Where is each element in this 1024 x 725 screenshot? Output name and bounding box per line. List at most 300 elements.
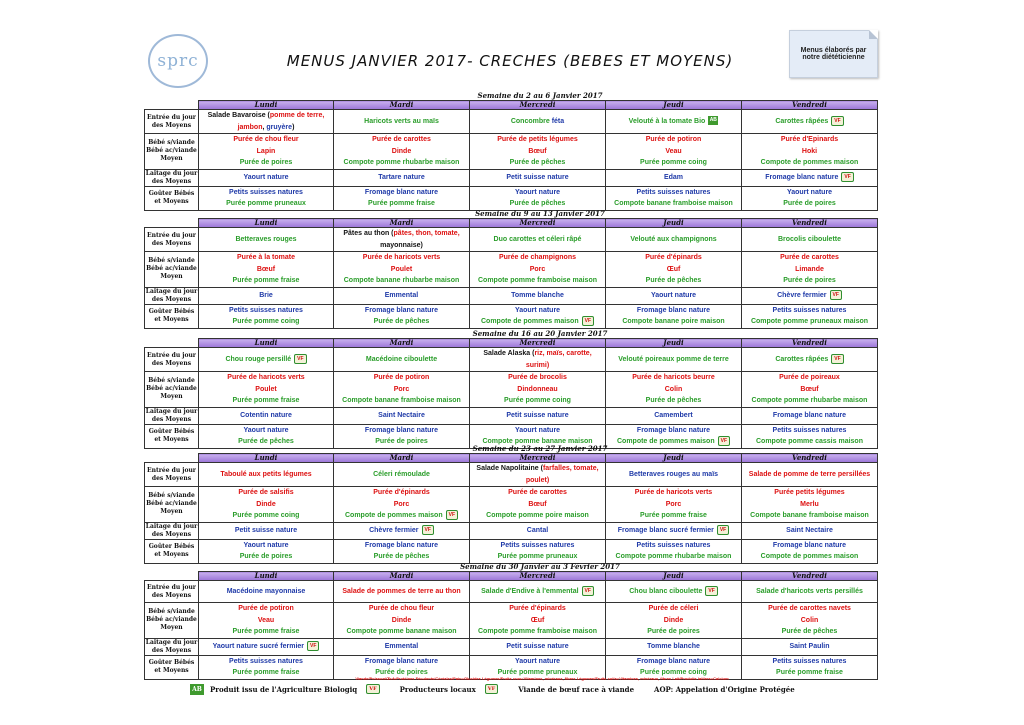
header-corner: [145, 572, 199, 581]
bio-label: Produit issu de l'Agriculture Biologiq: [210, 684, 358, 694]
menu-item: [334, 425, 469, 437]
menu-text: Compote de pommes maison: [760, 553, 859, 560]
menu-item: [334, 626, 469, 638]
menu-item: [199, 234, 333, 246]
week-title: Semaine du 30 Janvier au 3 Février 2017: [460, 562, 620, 571]
menu-item: [199, 354, 333, 366]
menu-item: [334, 615, 469, 627]
menu-text: Compote de pommes maison: [760, 159, 859, 166]
menu-cell: [742, 581, 878, 603]
menu-row-gouter: [145, 186, 878, 210]
menu-text: Purée de salsifis: [238, 489, 294, 496]
menu-item: [606, 316, 741, 328]
menu-item: [334, 395, 469, 407]
menu-text: Purée de carottes: [780, 254, 839, 261]
menu-row-entree: [145, 463, 878, 487]
menu-text: Yaourt nature: [243, 541, 289, 549]
menu-cell: [199, 463, 334, 487]
menu-cell: [606, 522, 742, 539]
menu-text: Petit suisse nature: [234, 526, 298, 534]
menu-text: Compote banane framboise maison: [614, 200, 733, 207]
menu-cell: [606, 186, 742, 210]
menu-text: Taboulé aux petits légumes: [220, 470, 312, 478]
menu-item: [742, 540, 877, 552]
menu-text: Petit suisse nature: [506, 173, 569, 181]
menu-item: [199, 172, 333, 184]
menu-item: [470, 275, 605, 287]
vf-badge-icon: VF: [831, 116, 843, 126]
menu-item: [470, 290, 605, 302]
menu-text: Compote banane rhubarbe maison: [343, 277, 460, 284]
vf-badge-icon: VF: [446, 510, 458, 520]
menu-item: [470, 499, 605, 511]
menu-item: [334, 603, 469, 615]
menu-cell: [199, 287, 334, 304]
menu-item: [199, 425, 333, 437]
menu-text: Petits suisses natures: [229, 188, 303, 196]
menu-cell: [470, 252, 606, 288]
menu-text: Purée petits légumes: [774, 489, 845, 496]
vf-badge-icon: VF: [841, 172, 853, 182]
menu-item: [470, 395, 605, 407]
menu-cell: [606, 407, 742, 424]
menu-row-bebe: [145, 487, 878, 523]
menu-text: Dinde: [391, 616, 412, 624]
menu-text: mayonnaise): [380, 241, 423, 249]
menu-item: [199, 316, 333, 328]
menu-text: Camembert: [654, 411, 693, 419]
week-menu-table: [144, 571, 878, 680]
menu-cell: [334, 228, 470, 252]
menu-item: [199, 656, 333, 668]
menu-cell: [470, 348, 606, 372]
day-header: Mercredi: [470, 339, 606, 348]
menu-item: [470, 463, 605, 475]
menu-item: [334, 305, 469, 317]
menu-cell: [199, 252, 334, 288]
menu-item: [334, 487, 469, 499]
menu-item: [470, 305, 605, 317]
menu-text: Compote banane poire maison: [622, 318, 725, 325]
menu-cell: [199, 487, 334, 523]
menu-item: [334, 641, 469, 653]
menu-text: Purée pomme fraise: [232, 669, 300, 676]
menu-item: [606, 510, 741, 522]
menu-cell: [199, 603, 334, 639]
menu-text: Purée pomme pruneaux: [497, 669, 578, 676]
menu-text: Saint Paulin: [789, 642, 830, 650]
menu-cell: [742, 487, 878, 523]
local-label: Producteurs locaux: [399, 684, 476, 694]
menu-item: [199, 275, 333, 287]
vf-badge-icon: VF: [717, 525, 729, 535]
nutrition-legend: Viande/Poisson/Œuf=Protéines Féculents/Céréales/Pain=Glucides Légumes/Fruits crus=Vitamines, minéraux, fibres Légumes/Fruits cuits=Vitamines, minéraux, fibres Lait/Produits laitiers=Calcium: [355, 676, 729, 681]
menu-cell: [606, 539, 742, 563]
menu-item: [199, 252, 333, 264]
menu-cell: [742, 539, 878, 563]
week-menu-table: [144, 100, 878, 211]
menu-item: [606, 410, 741, 422]
week-menu-table: [144, 338, 878, 449]
menu-text: Fromage blanc nature: [636, 426, 711, 434]
menu-text: pâtes, thon, tomate,: [393, 230, 460, 237]
menu-text: Purée d'Epinards: [780, 136, 839, 143]
menu-item: [470, 316, 605, 328]
menu-text: Purée d'épinards: [645, 254, 702, 261]
vf-badge-icon: VF: [422, 525, 434, 535]
menu-text: Fromage blanc nature: [364, 188, 439, 196]
header-corner: [145, 339, 199, 348]
menu-item: [470, 234, 605, 246]
menu-item: [199, 290, 333, 302]
menu-text: Bœuf: [528, 147, 547, 155]
menu-item: [199, 469, 333, 481]
menu-item: [470, 360, 605, 372]
menu-cell: [334, 169, 470, 186]
menu-text: Compote pomme poire maison: [486, 512, 589, 519]
menu-text: Purée de pêches: [373, 318, 430, 325]
menu-item: [199, 384, 333, 396]
menu-cell: [606, 169, 742, 186]
menu-cell: [742, 348, 878, 372]
menu-text: Dinde: [391, 147, 412, 155]
menu-text: Dinde: [663, 616, 684, 624]
menu-text: surimi): [525, 361, 550, 369]
menu-item: [606, 116, 741, 128]
menu-cell: [199, 186, 334, 210]
menu-cell: [742, 134, 878, 170]
menu-text: Salade Napolitaine (: [476, 465, 543, 472]
menu-text: Purée de pêches: [509, 159, 566, 166]
menu-row-bebe: [145, 603, 878, 639]
menu-item: [334, 252, 469, 264]
menu-text: Fromage blanc nature: [636, 657, 711, 665]
menu-text: Purée à la tomate: [237, 254, 295, 261]
menu-item: [470, 116, 605, 128]
menu-text: Purée de poires: [783, 200, 836, 207]
row-label-gouter: Goûter Bébés et Moyens: [145, 655, 199, 679]
vf-badge-icon: VF: [366, 684, 379, 694]
day-header: Mercredi: [470, 101, 606, 110]
week-title: Semaine du 2 au 6 Janvier 2017: [477, 91, 603, 100]
menu-text: Purée de potiron: [238, 605, 294, 612]
day-header-row: [145, 572, 878, 581]
menu-cell: [742, 228, 878, 252]
menu-cell: [199, 539, 334, 563]
day-header: Lundi: [199, 101, 334, 110]
menu-row-bebe: [145, 372, 878, 408]
menu-item: [334, 290, 469, 302]
menu-text: Petits suisses natures: [772, 657, 847, 665]
menu-text: Purée de haricots beurre: [632, 374, 715, 381]
menu-item: [606, 656, 741, 668]
day-header: Jeudi: [606, 101, 742, 110]
week-menu-table: [144, 218, 878, 329]
menu-item: [199, 134, 333, 146]
menu-row-laitage: [145, 522, 878, 539]
menu-text: Colin: [664, 385, 683, 393]
day-header: Lundi: [199, 572, 334, 581]
menu-item: [742, 626, 877, 638]
menu-text: Purée de poires: [375, 438, 428, 445]
menu-item: [334, 316, 469, 328]
menu-text: gruyère: [266, 123, 293, 131]
menu-item: [470, 603, 605, 615]
menu-text: Yaourt nature: [514, 657, 561, 665]
menu-text: Fromage blanc nature: [364, 426, 439, 434]
menu-item: [470, 425, 605, 437]
sprc-logo: sprc: [148, 34, 208, 88]
menu-item: [470, 264, 605, 276]
menu-item: [199, 110, 333, 122]
menu-text: riz, maïs, carotte,: [534, 350, 592, 357]
menu-item: [742, 384, 877, 396]
menu-item: [470, 198, 605, 210]
day-header: Jeudi: [606, 339, 742, 348]
menu-text: Compote pomme pruneaux maison: [750, 318, 869, 325]
day-header: Mardi: [334, 572, 470, 581]
menu-cell: [742, 287, 878, 304]
menu-text: Petits suisses natures: [636, 541, 711, 549]
menu-text: Hoki: [801, 147, 818, 155]
menu-text: Purée de chou fleur: [233, 136, 299, 143]
menu-text: Edam: [663, 173, 684, 181]
menu-text: Betteraves rouges: [235, 235, 297, 243]
menu-cell: [606, 638, 742, 655]
menu-item: [334, 586, 469, 598]
menu-item: [606, 187, 741, 199]
menu-item: [742, 234, 877, 246]
menu-item: [334, 354, 469, 366]
menu-item: [334, 275, 469, 287]
menu-item: [334, 146, 469, 158]
vf-badge-icon: VF: [485, 684, 498, 694]
menu-text: Fromage blanc sucré fermier: [617, 526, 714, 534]
row-label-entree: Entrée du jour des Moyens: [145, 348, 199, 372]
menu-text: Colin: [800, 616, 819, 624]
day-header: Lundi: [199, 454, 334, 463]
menu-text: Purée de haricots verts: [362, 254, 441, 261]
menu-text: Porc: [393, 500, 410, 508]
menu-cell: [199, 228, 334, 252]
menu-cell: [470, 581, 606, 603]
menu-text: Yaourt nature: [243, 173, 289, 181]
menu-text: Brie: [259, 291, 273, 299]
menu-item: [742, 172, 877, 184]
vf-badge-icon: VF: [705, 586, 717, 596]
menu-text: Cantal: [526, 526, 549, 534]
menu-text: Purée pomme fraise: [232, 628, 300, 635]
menu-text: Petit suisse nature: [506, 411, 569, 419]
menu-text: poulet): [525, 476, 550, 484]
menu-item: [334, 410, 469, 422]
row-label-entree: Entrée du jour des Moyens: [145, 581, 199, 603]
menu-item: [199, 395, 333, 407]
menu-text: Limande: [795, 265, 824, 273]
menu-cell: [742, 169, 878, 186]
menu-text: Purée de pêches: [238, 438, 294, 445]
menu-text: Carottes râpées: [775, 355, 829, 363]
header-corner: [145, 219, 199, 228]
page-title: MENUS JANVIER 2017- CRECHES (BEBES ET MOYENS): [286, 52, 734, 70]
menu-text: Purée de potiron: [373, 374, 430, 381]
row-label-bebe: Bébé s/viande Bébé ac/viande Moyen: [145, 372, 199, 408]
day-header: Jeudi: [606, 572, 742, 581]
menu-cell: [606, 487, 742, 523]
menu-text: Purée de haricots verts: [227, 374, 305, 381]
menu-text: Petits suisses natures: [772, 306, 847, 314]
menu-text: Cotentin nature: [240, 411, 292, 419]
menu-cell: [334, 638, 470, 655]
menu-text: Macédoine ciboulette: [365, 355, 438, 363]
day-header: Mardi: [334, 339, 470, 348]
menu-item: [742, 290, 877, 302]
menu-text: Petits suisses natures: [229, 306, 303, 314]
menu-text: Céleri rémoulade: [373, 470, 430, 478]
menu-item: [606, 354, 741, 366]
menu-cell: [334, 603, 470, 639]
day-header-row: [145, 101, 878, 110]
menu-text: Purée de pêches: [509, 200, 566, 207]
menu-item: [334, 384, 469, 396]
row-label-gouter: Goûter Bébés et Moyens: [145, 304, 199, 328]
menu-cell: [742, 186, 878, 210]
row-label-gouter: Goûter Bébés et Moyens: [145, 186, 199, 210]
menu-item: [606, 198, 741, 210]
row-label-entree: Entrée du jour des Moyens: [145, 110, 199, 134]
menu-cell: [742, 372, 878, 408]
menu-item: [199, 615, 333, 627]
week-title: Semaine du 23 au 27 Janvier 2017: [472, 444, 608, 453]
menu-cell: [334, 304, 470, 328]
day-header: Mardi: [334, 454, 470, 463]
menu-cell: [742, 603, 878, 639]
menu-item: [606, 234, 741, 246]
menu-item: [470, 348, 605, 360]
menu-item: [199, 586, 333, 598]
menu-text: Chou rouge persillé: [225, 355, 292, 363]
menu-text: Compote pomme rhubarbe maison: [615, 553, 732, 560]
menu-cell: [606, 603, 742, 639]
menu-cell: [199, 638, 334, 655]
menu-cell: [199, 522, 334, 539]
menu-text: Purée de carottes: [372, 136, 431, 143]
menu-text: Compote pomme banane maison: [346, 628, 457, 635]
menu-item: [199, 264, 333, 276]
menu-item: [199, 499, 333, 511]
menu-item: [199, 198, 333, 210]
menu-cell: [606, 463, 742, 487]
menu-text: Purée de pêches: [373, 553, 430, 560]
menu-text: Œuf: [666, 265, 681, 273]
menu-text: Purée de poires: [239, 159, 293, 166]
menu-cell: [470, 407, 606, 424]
menu-cell: [199, 304, 334, 328]
menu-item: [470, 641, 605, 653]
menu-item: [334, 551, 469, 563]
menu-text: Purée de pêches: [645, 397, 702, 404]
menu-item: [742, 316, 877, 328]
day-header: Vendredi: [742, 219, 878, 228]
menu-item: [334, 172, 469, 184]
menu-text: ): [292, 123, 295, 131]
menu-cell: [742, 252, 878, 288]
menu-item: [606, 499, 741, 511]
menu-text: Purée pomme fraise: [776, 669, 843, 676]
menu-item: [199, 641, 333, 653]
day-header: Mercredi: [470, 219, 606, 228]
day-header: Mardi: [334, 101, 470, 110]
menu-item: [606, 305, 741, 317]
menu-text: Purée de carottes: [508, 489, 567, 496]
menu-item: [606, 626, 741, 638]
menu-text: Purée de carottes navets: [768, 605, 851, 612]
menu-text: Yaourt nature sucré fermier: [212, 642, 305, 650]
menu-item: [742, 198, 877, 210]
menu-item: [470, 475, 605, 487]
day-header-row: [145, 219, 878, 228]
menu-cell: [334, 134, 470, 170]
menu-item: [742, 586, 877, 598]
menu-text: jambon: [237, 123, 263, 131]
menu-text: Chèvre fermier: [369, 526, 419, 534]
menu-cell: [334, 463, 470, 487]
menu-item: [470, 626, 605, 638]
menu-cell: [606, 348, 742, 372]
menu-cell: [606, 287, 742, 304]
menu-cell: [606, 134, 742, 170]
menu-item: [470, 172, 605, 184]
row-label-laitage: Laitage du jour des Moyens: [145, 638, 198, 654]
day-header-row: [145, 339, 878, 348]
week-menu-table: [144, 453, 878, 564]
menu-cell: [742, 407, 878, 424]
day-header-row: [145, 454, 878, 463]
menu-cell: [470, 110, 606, 134]
menu-item: [742, 395, 877, 407]
menu-cell: [470, 134, 606, 170]
vf-badge-icon: VF: [582, 586, 594, 596]
menu-row-gouter: [145, 304, 878, 328]
menu-cell: [334, 487, 470, 523]
day-header: Mercredi: [470, 572, 606, 581]
menu-text: Velouté poireaux pomme de terre: [618, 355, 729, 363]
menu-item: [606, 252, 741, 264]
menu-row-laitage: [145, 287, 878, 304]
menu-item: [742, 116, 877, 128]
menu-item: [606, 384, 741, 396]
menu-item: [334, 116, 469, 128]
menu-text: Porc: [665, 500, 682, 508]
menu-cell: [334, 522, 470, 539]
menu-text: Compote pomme framboise maison: [477, 628, 598, 635]
menu-text: Poulet: [390, 265, 413, 273]
vf-badge-icon: VF: [718, 436, 730, 446]
menu-item: [334, 540, 469, 552]
menu-text: Purée pomme coing: [640, 159, 707, 166]
menu-item: [334, 198, 469, 210]
menu-text: Purée d'épinards: [373, 489, 430, 496]
vf-badge-icon: VF: [830, 290, 842, 300]
menu-item: [470, 372, 605, 384]
menu-text: Salade d'haricots verts persillés: [756, 587, 863, 595]
menu-cell: [199, 110, 334, 134]
menu-cell: [334, 252, 470, 288]
menu-row-bebe: [145, 252, 878, 288]
menu-item: [199, 157, 333, 169]
vf-badge-icon: VF: [831, 354, 843, 364]
menu-cell: [334, 186, 470, 210]
